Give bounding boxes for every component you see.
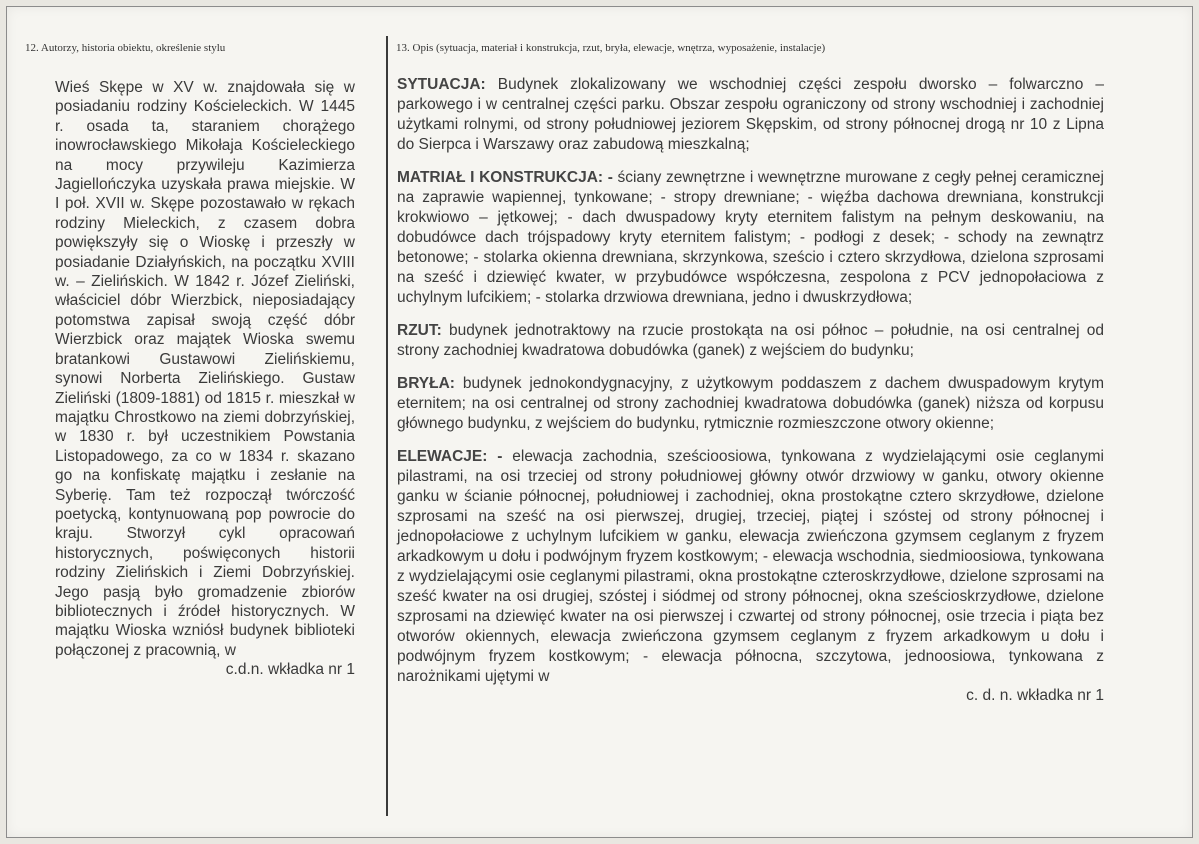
history-text: Wieś Skępe w XV w. znajdowała się w posiadaniu rodziny Kościeleckich. W 1445 r. osada ta, staraniem chorążego inowrocławskiego Mikołaja Kościeleckiego na mocy przywileju Kazimierza Jagiellończyka uzyskała prawa miejskie. W I poł. XVII w. Skępe pozostawało w rękach rodziny Mieleckich, z czasem dobra powiększyły się o Wioskę i przeszły w posiadanie Działyńskich, na początku XVIII w. – Zielińskich. W 1842 r. Józef Zieliński, właściciel dóbr Wierzbick, nieposiadający potomstwa zapisał swoją część dóbr Wierzbick oraz majątek Wioska swemu bratankowi Gustawowi Zielińskiemu, synowi Norberta Zielińskiego. Gustaw Zieliński (1809-1881) od 1815 r. mieszkał w majątku Chrostkowo na ziemi dobrzyńskiej, w 1830 r. był uczestnikiem Powstania Listopadowego, za co w 1834 r. skazano go na konfiskatę majątku i zesłanie na Syberię. Tam też rozpoczął twórczość poetycką, kontynuowaną pop powrocie do kraju. Stworzył cykl opracowań historycznych, poświęconych historii rodziny Zielińskich i Ziemi Dobrzyńskiej. Jego pasją było gromadzenie zbiorów bibliotecznych i źródeł historycznych. W majątku Wioska wzniósł budynek biblioteki połączonej z pracownią, w [55,79,355,659]
section-text: elewacja zachodnia, sześcioosiowa, tynkowana z wydzielającymi osie ceglanymi pilastrami, na osi trzeciej od strony południowej główny otwór drzwiowy w ganku, otwory okienne ganku w ścianie północnej, południowej i zachodniej, okna prostokątne cztero skrzydłowe, dzielone szprosami na sześć na osi pierwszej, drugiej, trzeciej, piątej i szóstej od strony północnej i jednopołaciowe z uchylnym lufcikiem w ganku, elewacja zwieńczona gzymsem ceglanym z fryzem arkadkowym u dołu i podwójnym fryzem kostkowym; - elewacja wschodnia, siedmioosiowa, tynkowana z wydzielającymi osie ceglanymi pilastrami, okna prostokątne czteroskrzydłowe, dzielone szprosami na sześć kwater na osi drugiej, szóstej i siódmej od strony północnej, okna sześcioskrzydłowe, dzielone szprosami na dziewięć kwater na osi pierwszej i czwartej od strony północnej, osie trzecia i piąta bez otworów okiennych, elewacja zwieńczona gzymsem ceglanym z fryzem arkadkowym u dołu i podwójnym fryzem kostkowym; - elewacja północna, szczytowa, jednoosiowa, tynkowana z narożnikami ujętymi w [397,448,1104,685]
history-column [55,78,355,680]
left-column-header: 12. Autorzy, historia obiektu, określenie stylu [25,42,226,54]
section-text: Budynek zlokalizowany we wschodniej części zespołu dworsko – folwarczno – parkowego i w centralnej części parku. Obszar zespołu ograniczony od strony wschodniej i zachodniej użytkami rolnymi, od strony południowej jeziorem Skępskim, od strony północnej drogą nr 10 z Lipna do Sierpca i Warszawy oraz zabudową mieszkalną; [397,76,1105,153]
section-sytuacja [397,75,1104,155]
section-label: ELEWACJE: - [397,448,503,465]
section-material-konstrukcja [397,168,1104,308]
section-rzut [397,321,1104,361]
section-text: budynek jednotraktowy na rzucie prostokąta na osi północ – południe, na osi centralnej od strony zachodniej kwadratowa dobudówka (ganek) z wejściem do budynku; [397,322,1104,359]
section-elewacje [397,447,1104,687]
description-column [397,75,1104,706]
history-continuation-note: c.d.n. wkładka nr 1 [225,661,355,679]
section-text: budynek jednokondygnacyjny, z użytkowym poddaszem z dachem dwuspadowym krytym eternitem; na osi centralnej od strony zachodniej kwadratowa dobudówka (ganek) niższa od korpusu głównego budynku, z wejściem do budynku, rytmicznie rozmieszczone otwory okienne; [397,375,1105,432]
section-label: MATRIAŁ I KONSTRUKCJA: - [397,169,613,186]
section-text: ściany zewnętrzne i wewnętrzne murowane z cegły pełnej ceramicznej na zaprawie wapiennej, tynkowane; - stropy drewniane; - więźba dachowa drewniana, konstrukcji krokwiowo – jętkowej; - dach dwuspadowy kryty eternitem falistym na pełnym deskowaniu, na dobudówce dach trójspadowy kryty eternitem falistym; - podłogi z desek; - schody na zewnątrz betonowe; - stolarka okienna drewniana, skrzynkowa, sześcio i cztero skrzydłowa, dzielona szprosami na sześć i dziewięć kwater, w przybudówce współczesna, zespolona z PCV jednopołaciowa z uchylnym lufcikiem; - stolarka drzwiowa drewniana, jedno i dwuskrzydłowa; [397,169,1104,306]
description-continuation-note: c. d. n. wkładka nr 1 [966,687,1104,704]
section-bryla [397,374,1104,434]
column-divider [386,36,388,816]
section-label: RZUT: [397,322,442,339]
section-label: BRYŁA: [397,375,455,392]
right-column-header: 13. Opis (sytuacja, materiał i konstrukcja, rzut, bryła, elewacje, wnętrza, wyposażenie, instalacje) [396,42,826,54]
section-label: SYTUACJA: [397,76,486,93]
